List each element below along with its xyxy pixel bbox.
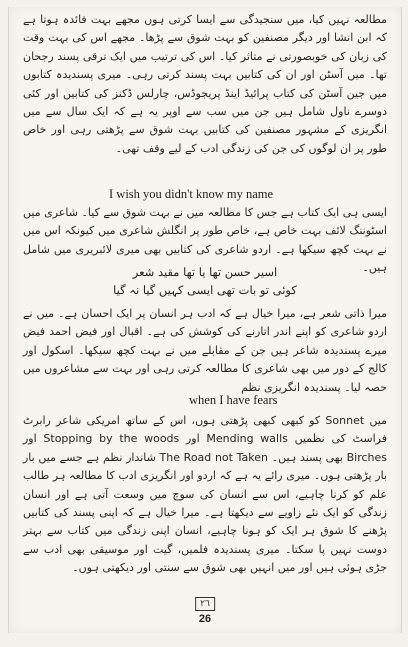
paragraph-3 <box>23 305 387 394</box>
paragraph-1-text: مطالعہ نہیں کیا، میں سنجیدگی سے ایسا کرتی ہوں مجھے بہت فائدہ ہوتا ہے کہ ابن انشا اور دیگر مصنفین کو بہت شوق سے پڑھا۔ مجھے اس کی بہت وقت کی زبان کی خوبصورتی نے متاثر کیا۔ اس کی ترتیب میں ایک ترقی پسند رجحان تھا۔ میں آسٹن اور ان کی کتابیں بہت پسند کرتی رہی۔ میری پسندیدہ کتابوں میں جین آسٹن کی کتاب پرائیڈ اینڈ پریجوڈس، چارلس ڈکنز کی کتابیں اور کئی دوسرے ناول شامل ہیں جن میں سب سے اوپر یہ ہے کہ ایک سال سے میں انگریزی کے مشہور مصنفین کی کتابیں بہت شوق سے پڑھتی رہی اور خاص طور پر ان لوگوں کی جن کی زندگی ادب کے لیے وقف تھی۔ <box>23 13 387 155</box>
couplet-line-1: اسیر حسن تھا یا تھا مقید شعر <box>132 265 278 279</box>
english-title-line: I wish you didn't know my name <box>109 187 274 201</box>
paragraph-2-text: ایسی ہی ایک کتاب ہے جس کا مطالعہ میں نے بہت شوق سے کیا۔ شاعری میں اسٹوننگ لائف بہت خاص ہے، خاص طور پر انگلش شاعری میں کیونکہ اس میں نے بہت کچھ سیکھا ہے۔ اردو شاعری کی کتابیں بھی میری لائبریری میں شامل ہیں۔ <box>23 206 387 275</box>
page-number: 26 <box>198 613 212 625</box>
paragraph-1 <box>23 11 387 185</box>
couplet-line-2: کوئی تو بات تھی ایسی کہیں گیا نہ گیا <box>113 283 297 297</box>
paragraph-4-text: میں Sonnet کو کبھی کبھی پڑھتی ہوں، اس کے ساتھ امریکی شاعر رابرٹ فراسٹ کی نظمیں Mending walls اور Stopping by the woods اور Birches بھی پسند ہیں۔ The Road not Taken شاندار نظم ہے جسے میں بار بار پڑھتی ہوں۔ میری رائے یہ ہے کہ اردو اور انگریزی ادب کا مطالعہ ہر طالب علم کو کرنا چاہیے، اس سے انسان کی سوچ میں وسعت آتی ہے اور انسان زندگی کو ایک نئے زاویے سے دیکھتا ہے۔ میرا خیال ہے کہ اپنی پسند کی کتابیں پڑھنے کا شوق ہر ایک کو ہونا چاہیے، انسان اپنی زندگی میں کتاب سے بہتر دوست نہیں پا سکتا۔ میری پسندیدہ فلمیں، گیت اور موسیقی بھی ادب سے جڑی ہوئی ہیں اور میں انہیں بھی شوق سے سنتی اور دیکھتی ہوں۔ <box>23 414 388 575</box>
urdu-page-number: ٢٦ <box>195 597 215 611</box>
english-poem-title: when I have fears <box>189 393 278 407</box>
paragraph-4 <box>23 412 387 612</box>
book-page <box>8 7 402 633</box>
paragraph-3-text: میرا ذاتی شعر ہے، میرا خیال ہے کہ ادب ہر انسان پر ایک احسان ہے۔ میں نے اردو شاعری کو اپنے اندر اتارنے کی کوشش کی ہے۔ اقبال اور فیض احمد فیض میرے پسندیدہ شاعر ہیں جن کے مقابلے میں نے بہت کچھ سیکھا۔ اسکول اور کالج کے دور میں بھی شاعری کا مطالعہ کرتی رہی اور بہت سے مشاعروں میں حصہ لیا۔ پسندیدہ انگریزی نظم <box>23 307 387 394</box>
